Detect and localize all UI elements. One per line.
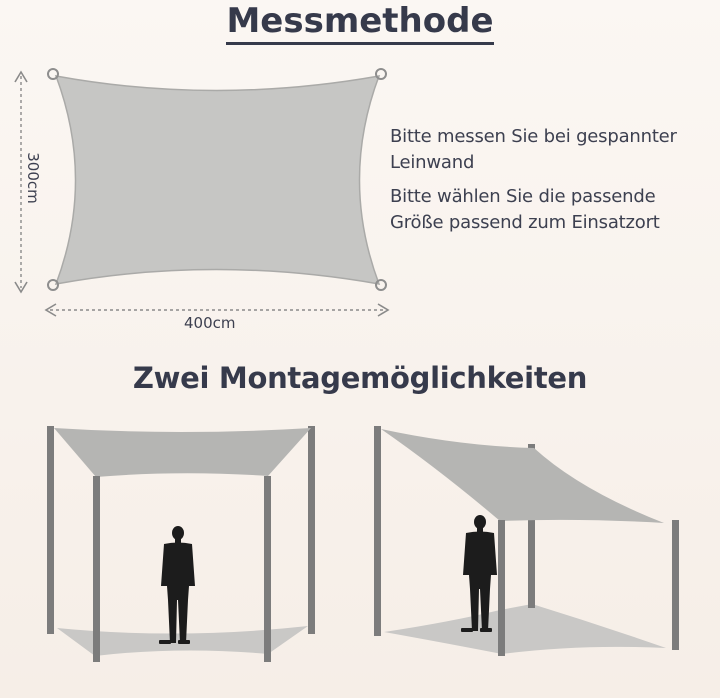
right-sail [381,429,664,523]
mounting-option-four-posts [47,426,315,662]
mounting-option-wall-posts [374,426,679,656]
post-left-tall [374,426,381,636]
size-tip [390,184,660,236]
post-front-right [264,476,271,662]
measure-tip [390,124,677,176]
size-tip-line1: Bitte wählen Sie die passende [390,186,656,207]
height-dimension-label: 300cm [24,152,42,204]
person-silhouette [159,526,195,644]
post-front-mid [498,520,505,656]
measurement-diagram [15,69,388,316]
measure-tip-line2: Leinwand [390,152,475,173]
post-back-left [47,426,54,634]
post-back-right [308,426,315,634]
left-sail [54,428,311,477]
ground-shadow-right [384,604,666,654]
size-tip-line2: Größe passend zum Einsatzort [390,212,660,233]
post-front-right [672,520,679,650]
section-heading-mounting: Zwei Montagemöglichkeiten [132,361,588,395]
measure-tip-line1: Bitte messen Sie bei gespannter [390,126,677,147]
width-dimension-label: 400cm [184,314,236,332]
page-title-text: Messmethode [226,1,493,45]
post-front-left [93,476,100,662]
shade-sail-shape [56,76,379,284]
